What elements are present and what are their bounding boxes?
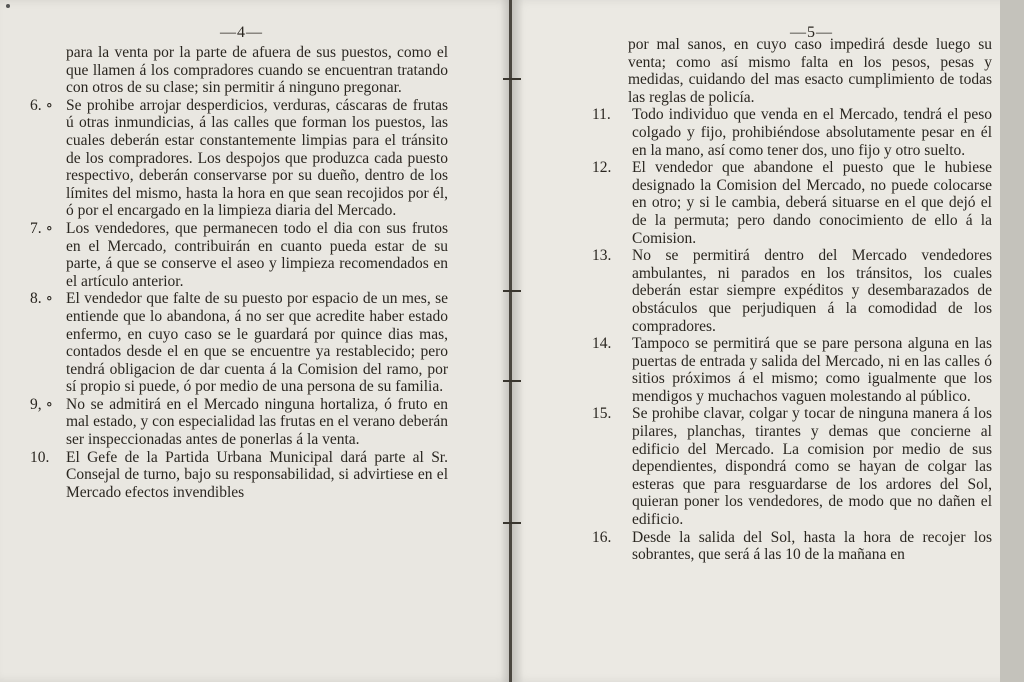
article-14: [592, 335, 992, 405]
article-12: [592, 159, 992, 247]
binding-stitch: [503, 380, 521, 382]
book-spine: [509, 0, 512, 682]
article-11: [592, 106, 992, 159]
article-number: 13.: [592, 247, 612, 265]
article-text: Los vendedores, que permanecen todo el dia con sus frutos en el Mercado, contribuirán en cuanto pueda estar de su parte, á que se conserve el aseo y limpieza recomendados en el artículo anterior.: [66, 219, 448, 290]
article-number: 7. ∘: [30, 219, 54, 237]
article-number: 12.: [592, 159, 612, 177]
spine-shadow: [500, 0, 524, 682]
article-number: 14.: [592, 335, 612, 353]
right-page: [512, 0, 1008, 682]
article-text: No se admitirá en el Mercado ninguna hortaliza, ó fruto en mal estado, y con especialidad las frutas en el verano deberán ser inspeccionadas antes de ponerlas á la venta.: [66, 395, 448, 449]
article-number: 16.: [592, 528, 612, 546]
continuation-text-left: para la venta por la parte de afuera de sus puestos, como el que llamen á los compradores cuando se encuentran tratando con otros de su clase; sin permitir á ninguno pregonar.: [66, 44, 448, 97]
article-number: 10.: [30, 448, 50, 466]
article-9: [30, 396, 448, 449]
article-8: [30, 290, 448, 396]
article-text: Todo individuo que venda en el Mercado, tendrá el peso colgado y fijo, prohibiéndose absolutamente pesar en él en la mano, así como tener dos, uno fijo y otro suelto.: [632, 106, 992, 159]
article-number: 15.: [592, 405, 612, 423]
page-speck: [6, 4, 10, 8]
article-6: [30, 97, 448, 220]
article-16: [592, 529, 992, 564]
binding-stitch: [503, 78, 521, 80]
article-text: El vendedor que abandone el puesto que le hubiese designado la Comision del Mercado, no puede colocarse en otro; y si le cambia, deberá situarse en el que dejó el de la permuta; pero dando conocimiento de ello á la Comision.: [632, 159, 992, 247]
article-text: Desde la salida del Sol, hasta la hora de recojer los sobrantes, que será á las 10 de la mañana en: [632, 528, 992, 564]
article-7: [30, 220, 448, 290]
article-number: 8. ∘: [30, 290, 54, 308]
right-page-text: [592, 36, 992, 564]
article-15: [592, 405, 992, 528]
article-number: 9, ∘: [30, 395, 54, 413]
background-edge: [1000, 0, 1024, 682]
article-number: 6. ∘: [30, 96, 54, 114]
article-text: El Gefe de la Partida Urbana Municipal dará parte al Sr. Consejal de turno, bajo su responsabilidad, si advirtiese en el Mercado efectos invendibles: [66, 448, 448, 501]
article-number: 11.: [592, 106, 611, 124]
left-page-text: [30, 44, 448, 501]
article-13: [592, 247, 992, 335]
article-text: Se prohibe arrojar desperdicios, verduras, cáscaras de frutas ú otras inmundicias, á las calles que forman los puestos, las cuales deberán estar constantemente limpias para el tránsito de los compradores. Los despojos que produzca cada puesto respectivo, deberán conservarse por su dueño, dentro de los límites del mismo, hasta la hora en que sean recojidos por él, ó por el encargado en la limpieza diaria del Mercado.: [66, 96, 448, 220]
binding-stitch: [503, 522, 521, 524]
article-10: [30, 449, 448, 502]
article-text: No se permitirá dentro del Mercado vendedores ambulantes, ni parados en los tránsitos, los cuales deberán estar siempre expéditos y desembarazados de obstáculos que perjudiquen á la comodidad de los compradores.: [632, 247, 992, 335]
continuation-text-right: por mal sanos, en cuyo caso impedirá desde luego su venta; como así mismo falta en los pesos, pesas y medidas, cuidando del mas esacto cumplimiento de todas las reglas de policía.: [628, 36, 992, 106]
article-text: El vendedor que falte de su puesto por espacio de un mes, se entiende que lo abandona, á no ser que acredite haber estado enfermo, en cuyo caso se le guardará por quince dias mas, contados desde el en que se encuentre ya restablecido; pero tendrá obligacion de dar cuenta á la Comision del ramo, por sí propio si puede, ó por medio de una persona de su familia.: [66, 290, 448, 396]
page-number-right: —5—: [790, 24, 833, 41]
page-number-left: —4—: [220, 24, 263, 41]
binding-stitch: [503, 290, 521, 292]
article-text: Se prohibe clavar, colgar y tocar de ninguna manera á los pilares, planchas, tirantes y demas que concierne al edificio del Mercado. La comision por medio de sus dependientes, dispondrá como se hayan de colgar las esteras que para resguardarse de los ardores del Sol, quieran poner los vendedores, de modo que no dañen el edificio.: [632, 405, 992, 529]
article-text: Tampoco se permitirá que se pare persona alguna en las puertas de entrada y salida del Mercado, ni en las calles ó sitios próximos á el mismo; como igualmente que los mendigos y muchachos vaguen molestando al público.: [632, 335, 992, 405]
